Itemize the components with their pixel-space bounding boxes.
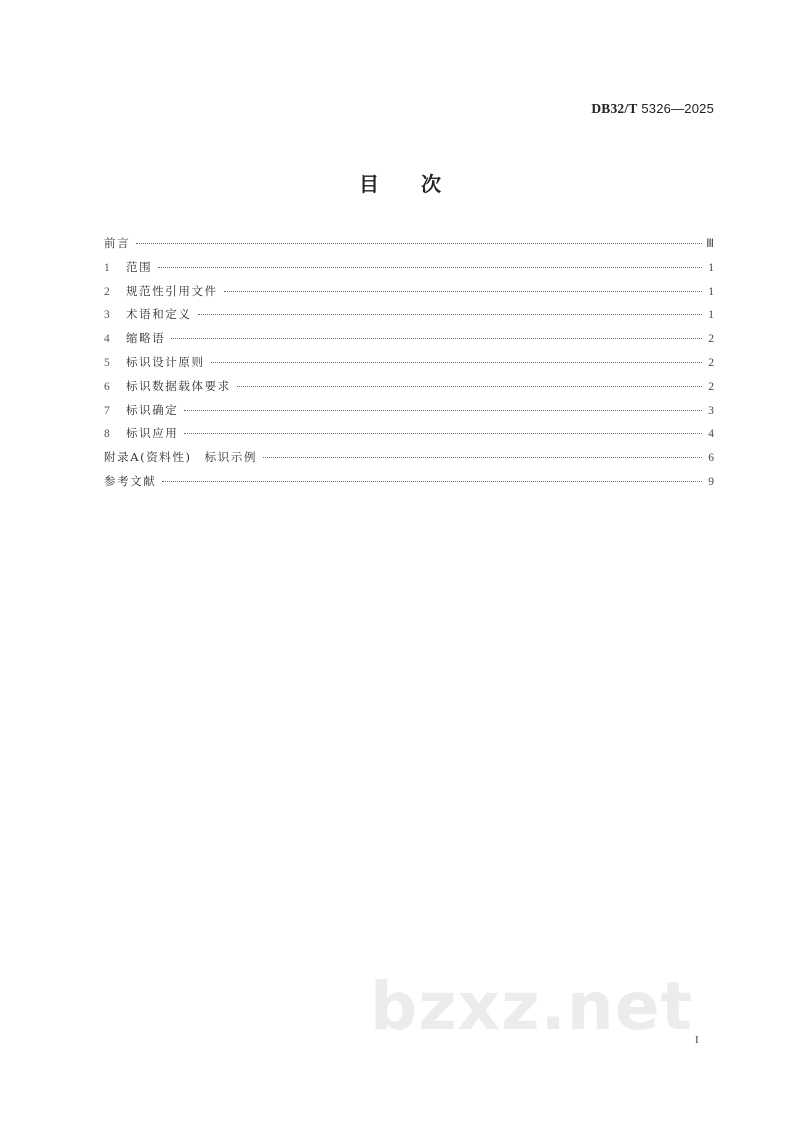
toc-entry-label: 附录A(资料性) 标识示例	[104, 450, 258, 465]
toc-entry-normative-references[interactable]	[104, 280, 714, 304]
toc-entry-label: 术语和定义	[126, 307, 192, 322]
toc-entry-number: 6	[104, 380, 110, 393]
toc-entry-page: 2	[708, 333, 714, 346]
toc-leader-dots	[158, 266, 702, 268]
toc-entry-number: 1	[104, 261, 110, 274]
toc-leader-dots	[237, 385, 702, 387]
watermark: bzxz.net	[370, 968, 694, 1045]
standard-number: 5326—2025	[641, 101, 714, 116]
toc-entry-number: 4	[104, 333, 110, 346]
toc-entry-page: 9	[708, 475, 714, 488]
toc-leader-dots	[184, 409, 702, 411]
toc-entry-identification[interactable]	[104, 399, 714, 423]
toc-leader-dots	[198, 313, 703, 315]
toc-entry-page: 4	[708, 428, 714, 441]
standard-prefix: DB32/T	[591, 101, 638, 116]
toc-entry-page: 2	[708, 380, 714, 393]
toc-entry-number: 3	[104, 309, 110, 322]
toc-entry-label: 范围	[126, 259, 153, 274]
toc-entry-label: 标识设计原则	[126, 354, 205, 369]
toc-entry-label: 标识数据载体要求	[126, 378, 231, 393]
toc-entry-page: 2	[708, 356, 714, 369]
toc-leader-dots	[162, 480, 702, 482]
toc-leader-dots	[136, 242, 702, 244]
toc-entry-label: 标识应用	[126, 426, 179, 441]
toc-entry-preface[interactable]	[104, 232, 714, 256]
standard-code	[591, 101, 714, 117]
toc-entry-number: 5	[104, 356, 110, 369]
toc-entry-label: 前言	[104, 236, 131, 250]
toc-entry-page: 6	[708, 452, 714, 465]
toc-entry-number: 7	[104, 404, 110, 417]
toc-entry-page: 1	[708, 261, 714, 274]
toc-leader-dots	[171, 337, 702, 339]
toc-entry-label: 缩略语	[126, 331, 166, 346]
toc-entry-appendix-a[interactable]	[104, 446, 714, 470]
toc-entry-page: 1	[708, 285, 714, 298]
toc-entry-terms-definitions[interactable]	[104, 303, 714, 327]
toc-entry-label: 规范性引用文件	[126, 283, 218, 298]
toc-entry-label: 标识确定	[126, 402, 179, 417]
toc-leader-dots	[224, 290, 702, 292]
toc-entry-application[interactable]	[104, 422, 714, 446]
toc-entry-page: 1	[708, 309, 714, 322]
toc-leader-dots	[184, 432, 702, 434]
toc-leader-dots	[263, 456, 702, 458]
toc-entry-design-principles[interactable]	[104, 351, 714, 375]
toc-entry-page: Ⅲ	[706, 238, 714, 250]
toc-entry-bibliography[interactable]	[104, 470, 714, 494]
toc-entry-page: 3	[708, 404, 714, 417]
table-of-contents	[104, 232, 714, 494]
toc-entry-label: 参考文献	[104, 473, 157, 488]
toc-entry-abbreviations[interactable]	[104, 327, 714, 351]
page-title: 目次	[359, 172, 483, 196]
toc-entry-data-carrier[interactable]	[104, 375, 714, 399]
toc-entry-number: 2	[104, 285, 110, 298]
page-number: I	[695, 1034, 699, 1046]
toc-entry-number: 8	[104, 428, 110, 441]
toc-leader-dots	[211, 361, 702, 363]
toc-entry-scope[interactable]	[104, 256, 714, 280]
